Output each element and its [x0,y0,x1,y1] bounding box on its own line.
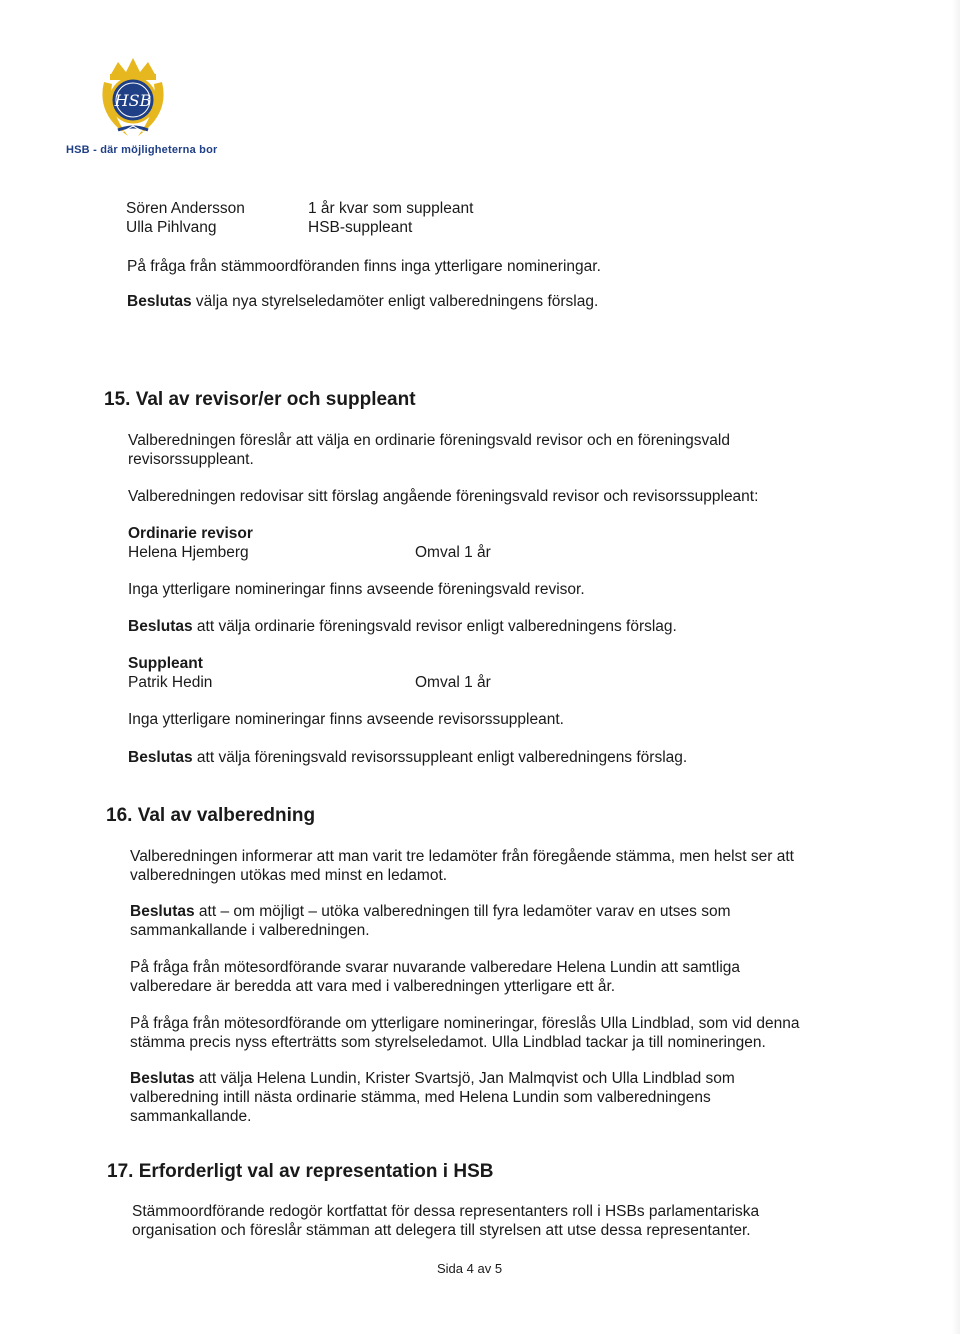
s15-decision-1 [128,617,677,636]
suppleant-name: Patrik Hedin [128,674,213,691]
s17-p1-line2: organisation och föreslår stämman att delegera till styrelsen att utse dessa representanter. [132,1222,751,1239]
s16-decision-2-line3: sammankallande. [130,1108,252,1125]
s16-p4-line2: stämma precis nyss efterträtts som styrelseledamot. Ulla Lindblad tackar ja till nomineringen. [130,1034,766,1051]
section-17-heading: 17. Erforderligt val av representation i HSB [107,1161,494,1182]
s16-p1-line2: valberedningen utökas med minst en ledamot. [130,867,448,884]
suppleant-term: Omval 1 år [415,674,491,691]
suppleant-status-2: HSB-suppleant [308,219,413,236]
hsb-emblem-icon [88,54,178,140]
suppleant-heading: Suppleant [128,655,203,672]
s15-decision-2 [128,748,687,767]
ordinarie-revisor-heading: Ordinarie revisor [128,525,253,542]
suppleant-status-1: 1 år kvar som suppleant [308,200,474,217]
s16-p3-line2: valberedare är beredda att vara med i valberedningen ytterligare ett år. [130,978,616,995]
s16-decision-2-line1 [130,1069,735,1088]
section-16-heading: 16. Val av valberedning [106,805,316,826]
s15-p5: Inga ytterligare nomineringar finns avseende revisorssuppleant. [128,711,564,728]
ordinarie-revisor-term: Omval 1 år [415,544,491,561]
svg-text:HSB: HSB [114,91,152,110]
suppleant-name-2: Ulla Pihlvang [126,219,217,236]
s15-p1-line1: Valberedningen föreslår att välja en ordinarie föreningsvald revisor och en föreningsvald [128,432,730,449]
ordinarie-revisor-name: Helena Hjemberg [128,544,249,561]
section-15-heading: 15. Val av revisor/er och suppleant [104,389,416,410]
suppleant-name-1: Sören Andersson [126,200,245,217]
decision-keyword: Beslutas [130,903,195,920]
s16-decision-2-line2: valberedning intill nästa ordinarie stämma, med Helena Lundin som valberedningens [130,1089,711,1106]
s16-decision-1-line1 [130,902,731,921]
s17-p1-line1: Stämmoordförande redogör kortfattat för dessa representanters roll i HSBs parlamentariska [132,1203,760,1220]
decision-keyword: Beslutas [130,1070,195,1087]
header-tagline: HSB - där möjligheterna bor [66,144,218,156]
s15-p1-line2: revisorssuppleant. [128,451,254,468]
page-edge-shadow [952,0,960,1334]
s16-p4-line1: På fråga från mötesordförande om ytterligare nomineringar, föreslås Ulla Lindblad, som vid denna [130,1015,800,1032]
decision-text: att välja Helena Lundin, Krister Svartsjö, Jan Malmqvist och Ulla Lindblad som [194,1070,735,1087]
decision-keyword: Beslutas [128,618,193,635]
s15-p3: Inga ytterligare nomineringar finns avseende föreningsvald revisor. [128,581,585,598]
s16-p3-line1: På fråga från mötesordförande svarar nuvarande valberedare Helena Lundin att samtliga [130,959,741,976]
s16-p1-line1: Valberedningen informerar att man varit tre ledamöter från föregående stämma, men helst ser att [130,848,794,865]
decision-text: att – om möjligt – utöka valberedningen till fyra ledamöter varav en utses som [194,903,731,920]
hsb-logo [88,54,178,140]
decision-text: att välja föreningsvald revisorssuppleant enligt valberedningens förslag. [192,749,688,766]
intro-decision [127,292,598,311]
decision-keyword: Beslutas [128,749,193,766]
decision-keyword: Beslutas [127,293,192,310]
s16-decision-1-line2: sammankallande i valberedningen. [130,922,370,939]
decision-text: välja nya styrelseledamöter enligt valberedningens förslag. [191,293,599,310]
page-number: Sida 4 av 5 [437,1261,503,1276]
decision-text: att välja ordinarie föreningsvald revisor enligt valberedningens förslag. [192,618,677,635]
intro-paragraph: På fråga från stämmoordföranden finns inga ytterligare nomineringar. [127,258,601,275]
s15-p2: Valberedningen redovisar sitt förslag angående föreningsvald revisor och revisorssuppleant: [128,488,759,505]
